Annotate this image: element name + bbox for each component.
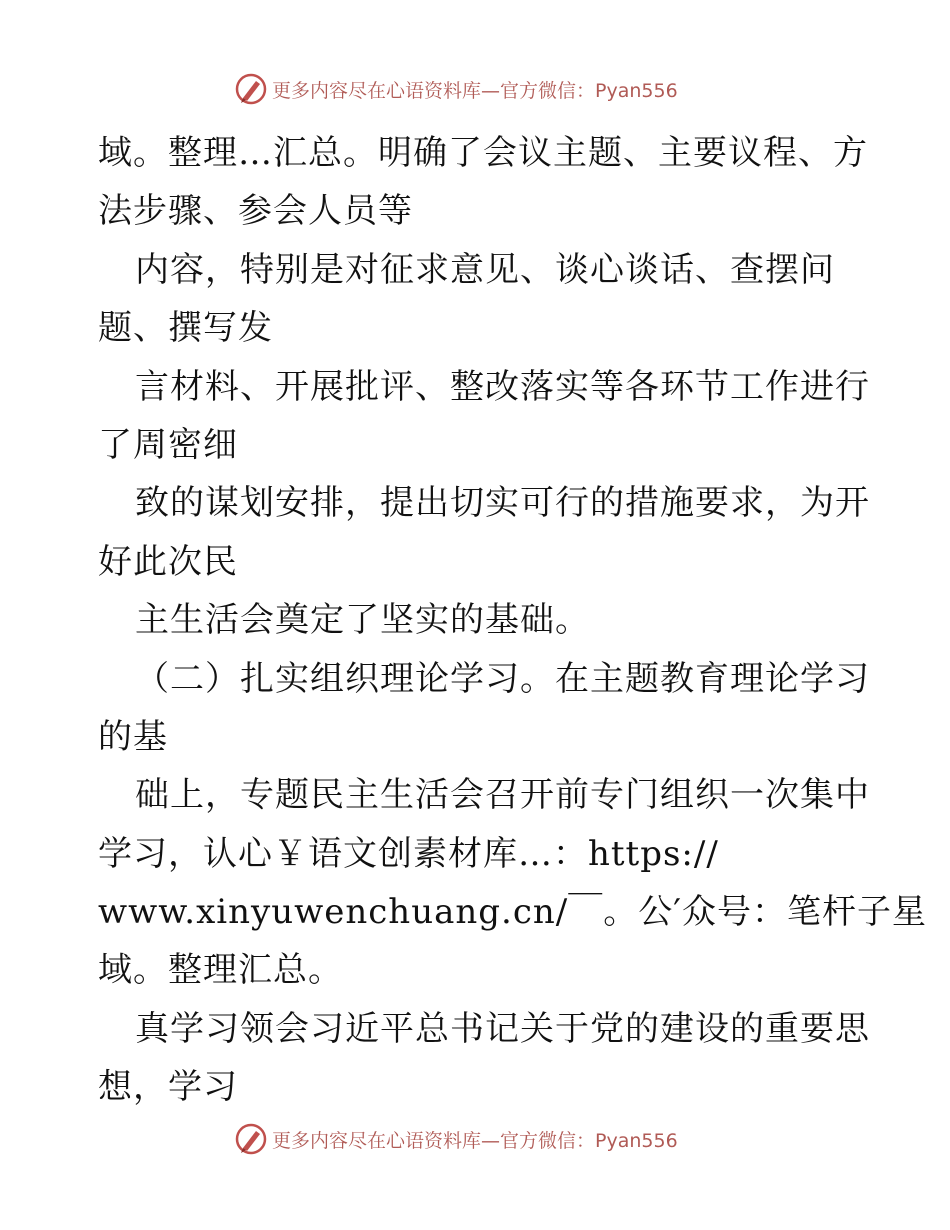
body-line: 想，学习 <box>98 1067 238 1108</box>
body-line: 的基 <box>98 716 168 757</box>
body-line: 题、撰写发 <box>98 308 273 349</box>
header-banner-text: 更多内容尽在心语资料库—官方微信：Pyan556 <box>272 79 678 102</box>
footer-banner <box>234 1121 678 1157</box>
header-banner <box>234 71 678 107</box>
body-line: 法步骤、参会人员等 <box>98 191 413 232</box>
body-line: 学习，认心￥语文创素材库…：https:// <box>98 833 719 874</box>
body-line: 言材料、开展批评、整改落实等各环节工作进行 <box>135 366 870 407</box>
document-body <box>98 124 927 1117</box>
body-line: （二）扎实组织理论学习。在主题教育理论学习 <box>135 658 870 699</box>
body-line: 域。整理…汇总。明确了会议主题、主要议程、方 <box>98 133 868 173</box>
body-line: 致的谋划安排，提出切实可行的措施要求，为开 <box>135 483 870 524</box>
body-line: 础上，专题民主生活会召开前专门组织一次集中 <box>135 775 870 816</box>
body-line: 主生活会奠定了坚实的基础。 <box>135 600 590 641</box>
body-line: 好此次民 <box>98 541 238 582</box>
body-line: 了周密细 <box>98 424 238 465</box>
body-line: 域。整理汇总。 <box>98 950 343 991</box>
body-line: 真学习领会习近平总书记关于党的建设的重要思 <box>135 1008 870 1049</box>
pen-logo-icon <box>234 72 268 106</box>
body-line: 内容，特别是对征求意见、谈心谈话、查摆问 <box>135 249 835 290</box>
body-line: www.xinyuwenchuang.cn/￣。公′众号：笔杆子星 <box>98 892 927 933</box>
pen-logo-icon <box>234 1122 268 1156</box>
footer-banner-text: 更多内容尽在心语资料库—官方微信：Pyan556 <box>272 1129 678 1152</box>
